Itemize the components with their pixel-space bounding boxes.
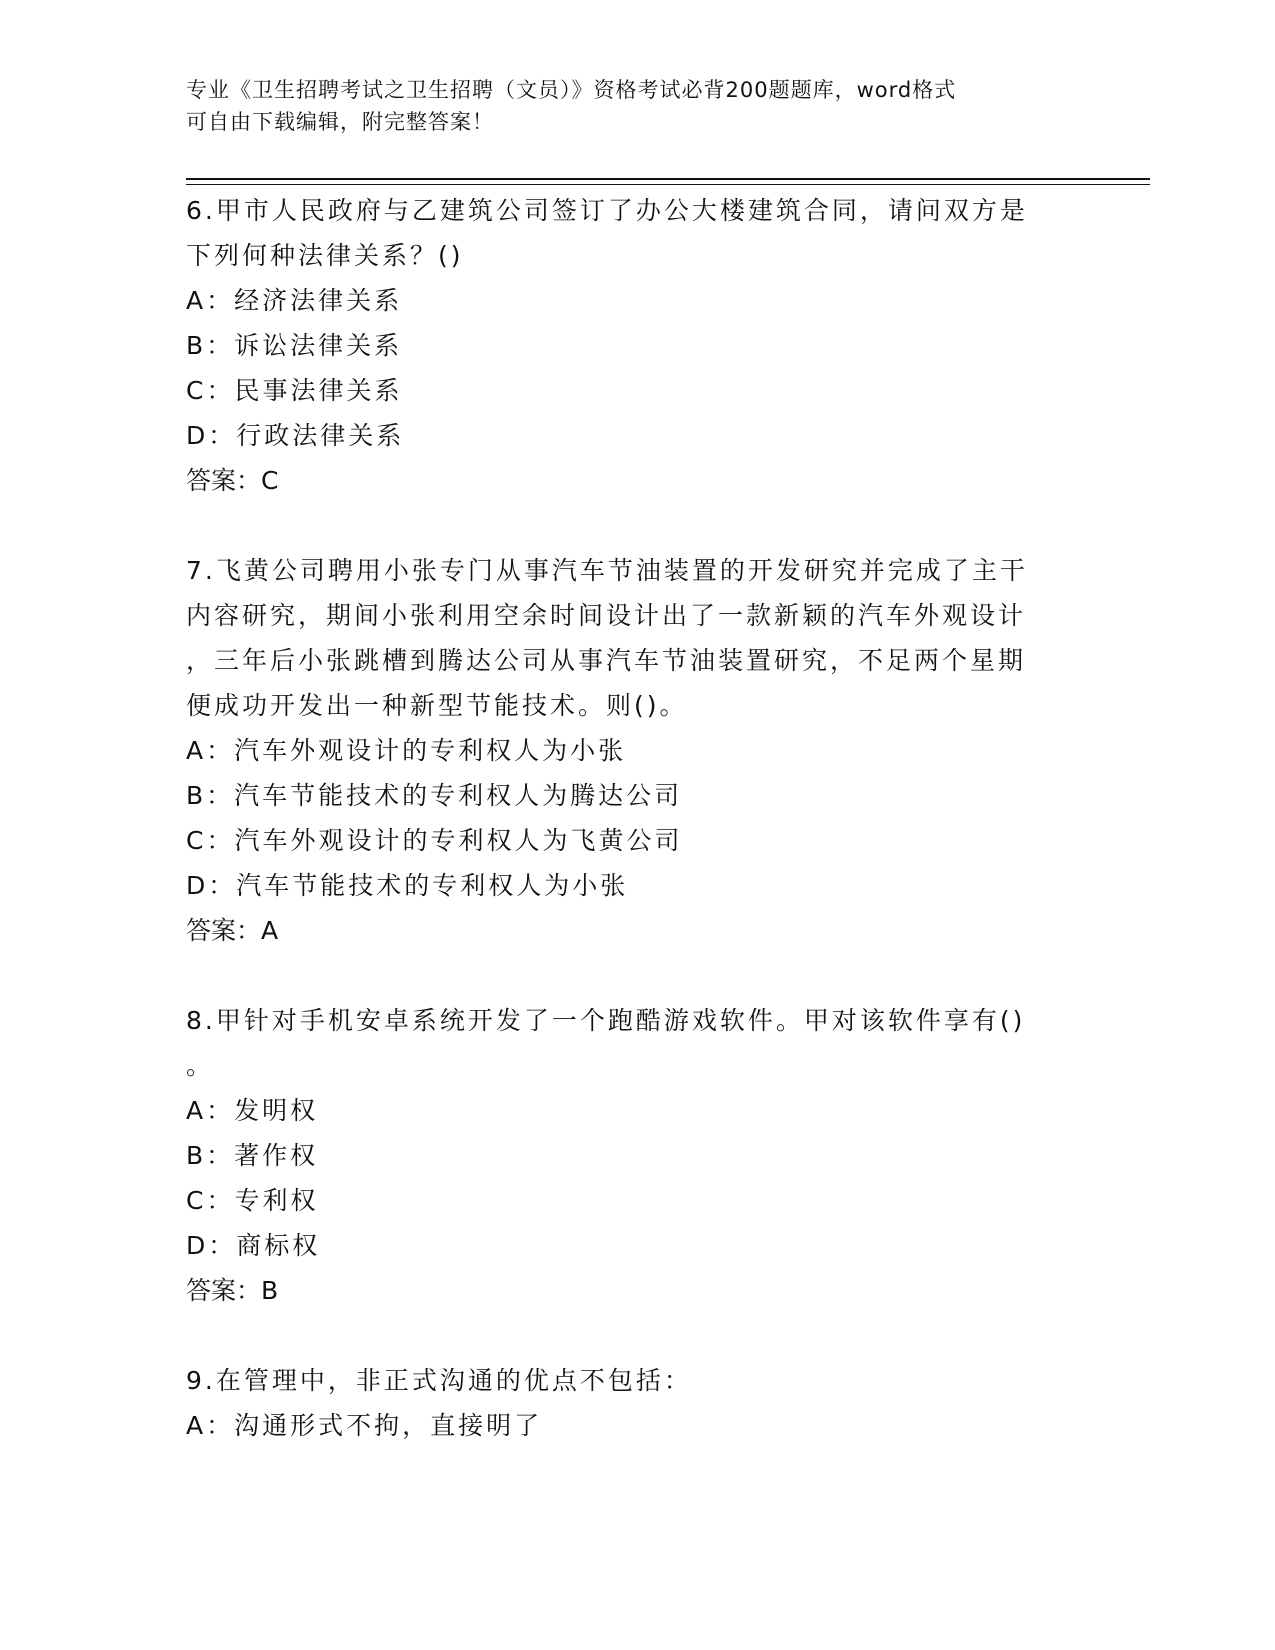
question-list xyxy=(186,188,1086,1448)
header-line-2: 可自由下载编辑，附完整答案！ xyxy=(186,110,494,134)
question-stem-line: 。 xyxy=(186,1051,215,1080)
question-9 xyxy=(186,1358,1086,1448)
question-7 xyxy=(186,548,1086,953)
question-stem-line: 7.飞黄公司聘用小张专门从事汽车节油装置的开发研究并完成了主干 xyxy=(186,556,1028,585)
option-a: A：汽车外观设计的专利权人为小张 xyxy=(186,736,627,765)
question-spacer xyxy=(186,953,1086,998)
option-d: D：汽车节能技术的专利权人为小张 xyxy=(186,871,629,900)
document-header xyxy=(186,74,1066,138)
question-8 xyxy=(186,998,1086,1313)
question-spacer xyxy=(186,503,1086,548)
option-a: A：沟通形式不拘，直接明了 xyxy=(186,1411,543,1440)
option-a: A：经济法律关系 xyxy=(186,286,403,315)
question-stem-line: 下列何种法律关系？() xyxy=(186,241,464,270)
question-stem-line: 8.甲针对手机安卓系统开发了一个跑酷游戏软件。甲对该软件享有() xyxy=(186,1006,1026,1035)
option-b: B：汽车节能技术的专利权人为腾达公司 xyxy=(186,781,683,810)
question-spacer xyxy=(186,1313,1086,1358)
option-a: A：发明权 xyxy=(186,1096,319,1125)
question-stem-line: 6.甲市人民政府与乙建筑公司签订了办公大楼建筑合同，请问双方是 xyxy=(186,196,1028,225)
answer-line: 答案：B xyxy=(186,1276,279,1305)
answer-line: 答案：A xyxy=(186,916,279,945)
option-c: C：汽车外观设计的专利权人为飞黄公司 xyxy=(186,826,683,855)
option-b: B：诉讼法律关系 xyxy=(186,331,403,360)
question-stem-line: 9.在管理中，非正式沟通的优点不包括： xyxy=(186,1366,692,1395)
question-6 xyxy=(186,188,1086,503)
header-divider-thin xyxy=(186,184,1150,185)
option-c: C：专利权 xyxy=(186,1186,319,1215)
option-d: D：行政法律关系 xyxy=(186,421,405,450)
option-c: C：民事法律关系 xyxy=(186,376,403,405)
answer-line: 答案：C xyxy=(186,466,279,495)
question-stem-line: ，三年后小张跳槽到腾达公司从事汽车节油装置研究，不足两个星期 xyxy=(186,646,1027,675)
option-b: B：著作权 xyxy=(186,1141,319,1170)
header-divider-thick xyxy=(186,178,1150,180)
option-d: D：商标权 xyxy=(186,1231,321,1260)
question-stem-line: 内容研究，期间小张利用空余时间设计出了一款新颖的汽车外观设计 xyxy=(186,601,1027,630)
question-stem-line: 便成功开发出一种新型节能技术。则()。 xyxy=(186,691,688,720)
header-line-1: 专业《卫生招聘考试之卫生招聘（文员）》资格考试必背200题题库，word格式 xyxy=(186,78,957,102)
